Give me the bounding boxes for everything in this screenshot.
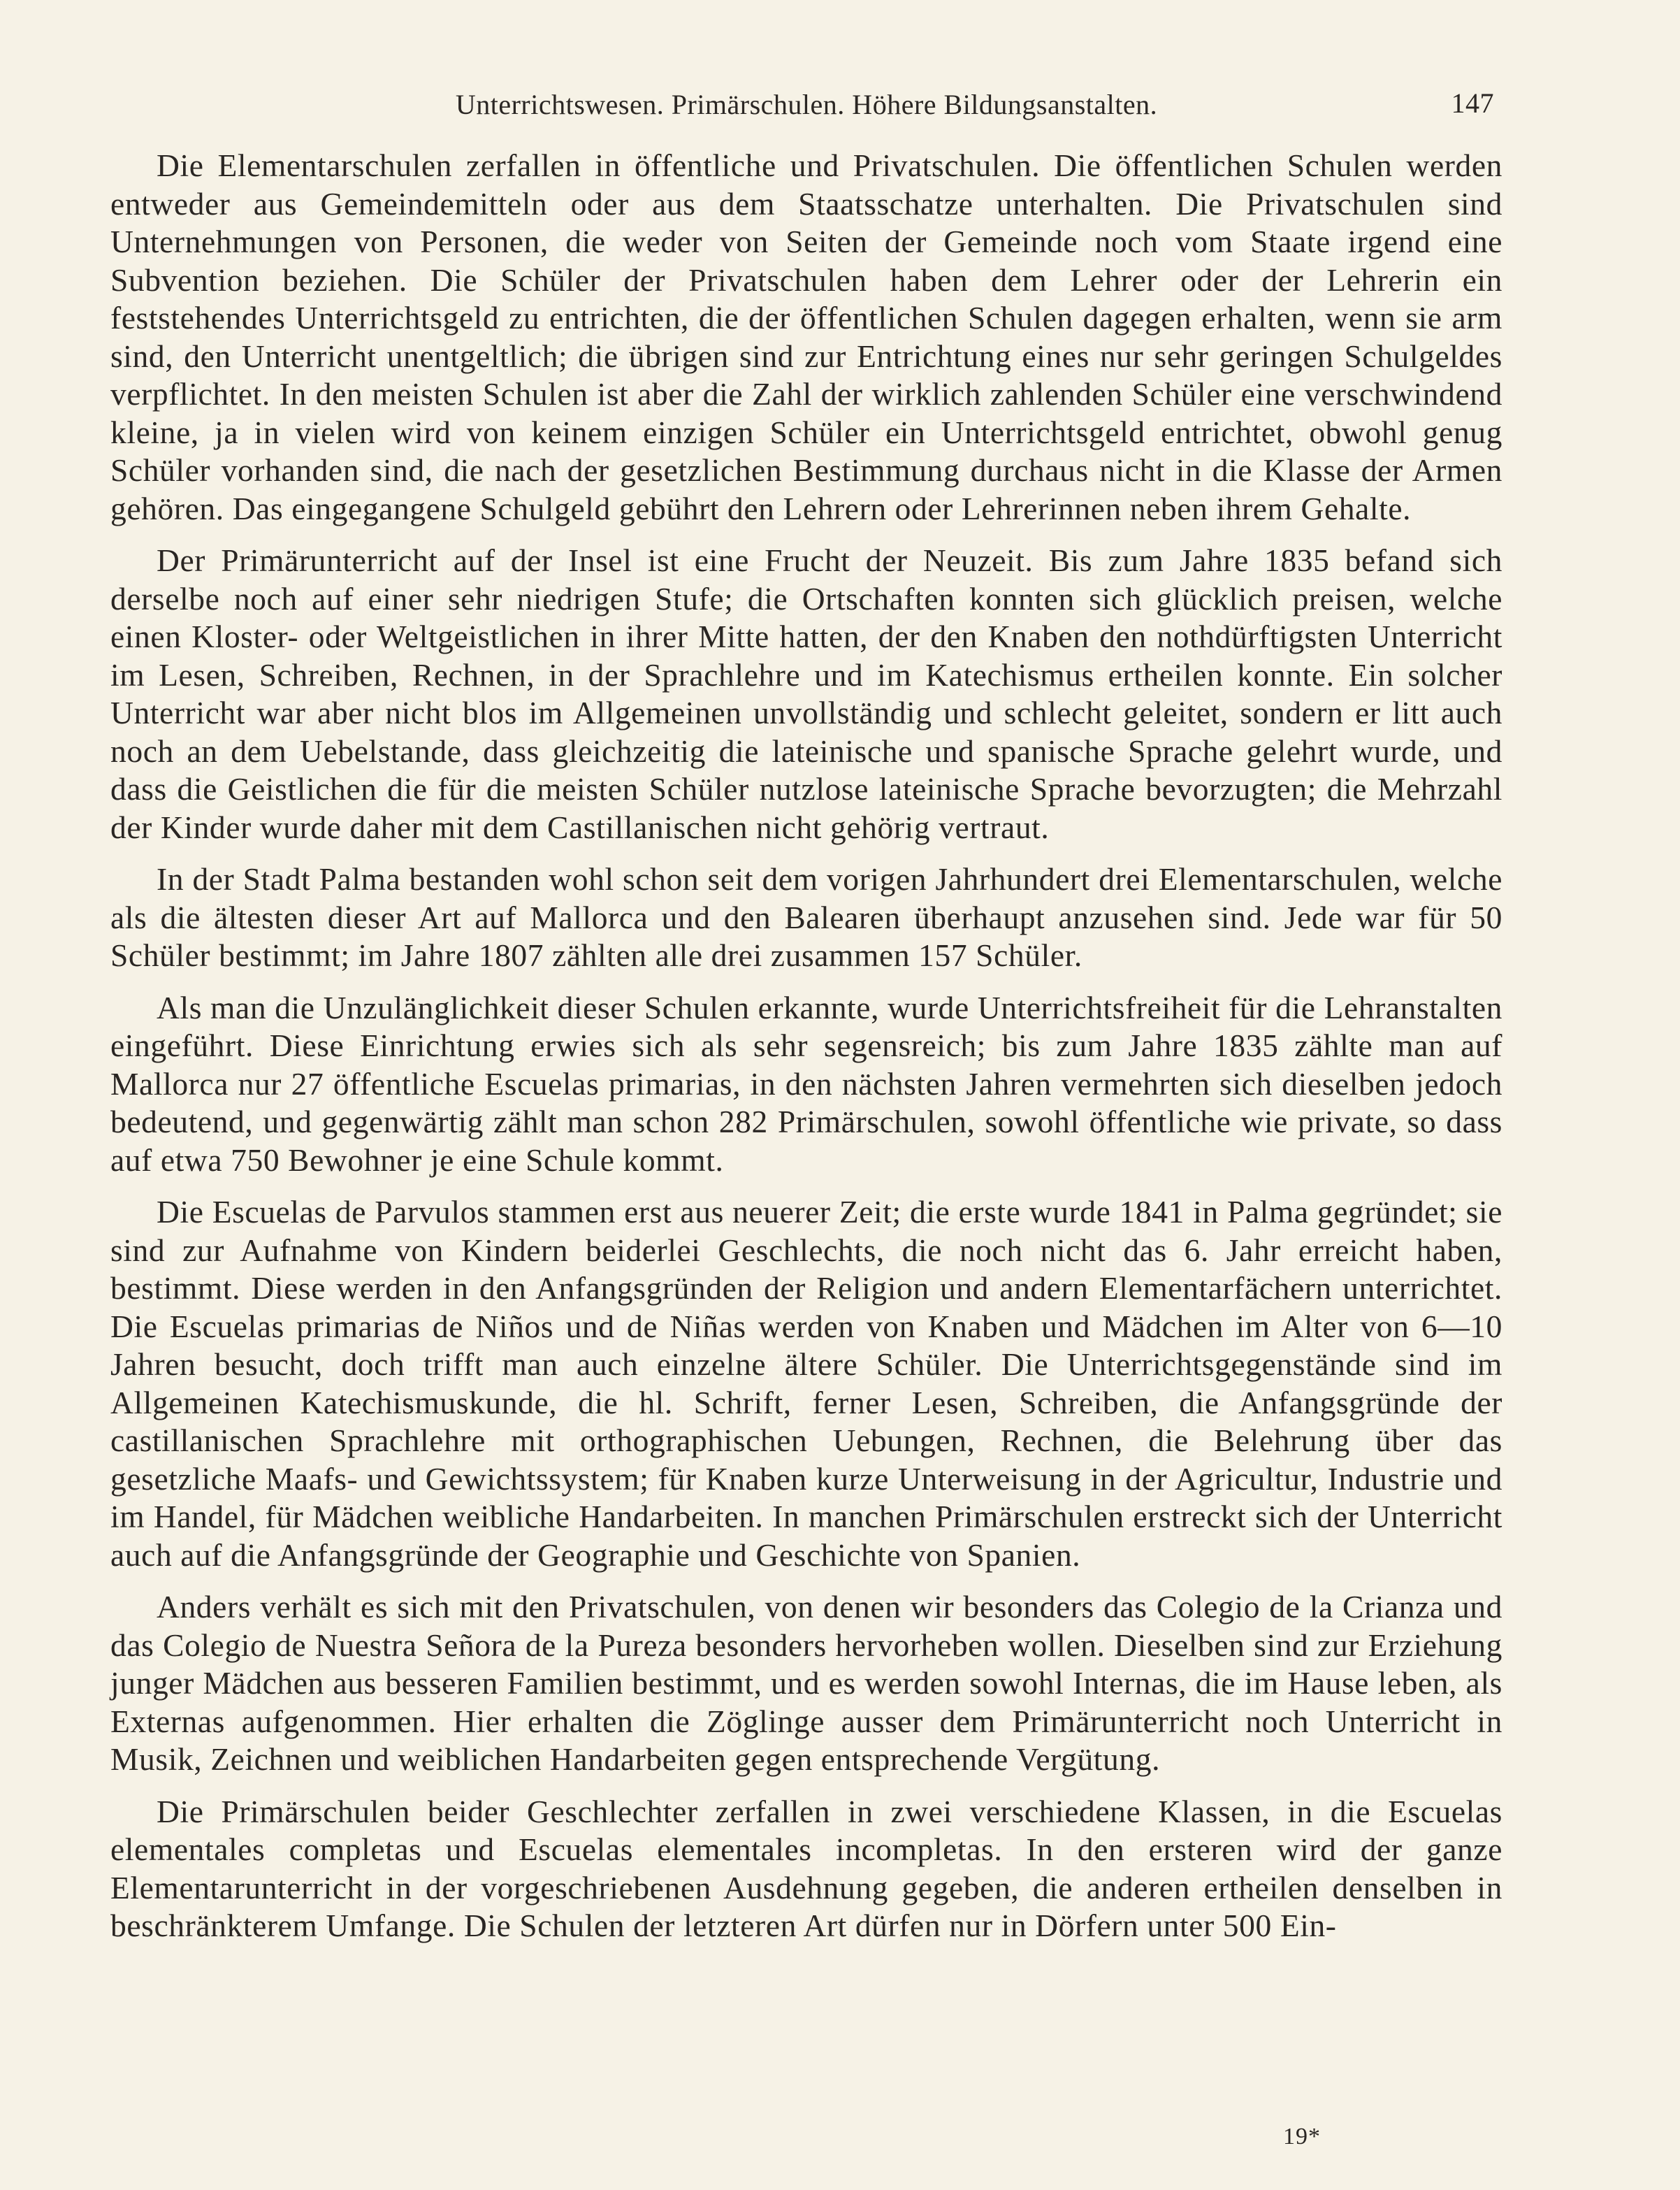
running-header bbox=[110, 84, 1502, 134]
body-text bbox=[110, 147, 1502, 1945]
paragraph: Der Primärunterricht auf der Insel ist eine Frucht der Neuzeit. Bis zum Jahre 1835 befand sich derselbe noch auf einer sehr niedrigen Stufe; die Ortschaften konnten sich glücklich preisen, welche einen Kloster- oder Weltgeistlichen in ihrer Mitte hatten, der den Knaben den nothdürftigsten Unterricht im Lesen, Schreiben, Rechnen, in der Sprachlehre und im Katechismus ertheilen konnte. Ein solcher Unterricht war aber nicht blos im Allgemeinen unvollständig und schlecht geleitet, sondern er litt auch noch an dem Uebelstande, dass gleichzeitig die lateinische und spanische Sprache gelehrt wurde, und dass die Geistlichen die für die meisten Schüler nutzlose lateinische Sprache bevorzugten; die Mehrzahl der Kinder wurde daher mit dem Castillanischen nicht gehörig vertraut. bbox=[110, 542, 1502, 845]
sheet-signature: 19* bbox=[1283, 2124, 1321, 2149]
paragraph: Die Primärschulen beider Geschlechter zerfallen in zwei verschiedene Klassen, in die Escuelas elementales completas und Escuelas elementales incompletas. In den ersteren wird der ganze Elementarunterricht in der vorgeschriebenen Ausdehnung gegeben, die anderen ertheilen denselben in beschränkterem Umfange. Die Schulen der letzteren Art dürfen nur in Dörfern unter 500 Ein- bbox=[110, 1793, 1502, 1943]
paragraph: Die Escuelas de Parvulos stammen erst aus neuerer Zeit; die erste wurde 1841 in Palma gegründet; sie sind zur Aufnahme von Kindern beiderlei Geschlechts, die noch nicht das 6. Jahr erreicht haben, bestimmt. Diese werden in den Anfangsgründen der Religion und andern Elementarfächern unterrichtet. Die Escuelas primarias de Niños und de Niñas werden von Knaben und Mädchen im Alter von 6—10 Jahren besucht, doch trifft man auch einzelne ältere Schüler. Die Unterrichtsgegenstände sind im Allgemeinen Katechismuskunde, die hl. Schrift, ferner Lesen, Schreiben, die Anfangsgründe der castillanischen Sprachlehre mit orthographischen Uebungen, Rechnen, die Belehrung über das gesetzliche Maafs- und Gewichtssystem; für Knaben kurze Unterweisung in der Agricultur, Industrie und im Handel, für Mädchen weibliche Handarbeiten. In manchen Primärschulen erstreckt sich der Unterricht auch auf die Anfangsgründe der Geographie und Geschichte von Spanien. bbox=[110, 1194, 1502, 1573]
paragraph: Anders verhält es sich mit den Privatschulen, von denen wir besonders das Colegio de la Crianza und das Colegio de Nuestra Señora de la Pureza besonders hervorheben wollen. Dieselben sind zur Erziehung junger Mädchen aus besseren Familien bestimmt, und es werden sowohl Internas, die im Hause leben, als Externas aufgenommen. Hier erhalten die Zöglinge ausser dem Primärunterricht noch Unterricht in Musik, Zeichnen und weiblichen Handarbeiten gegen entsprechende Vergütung. bbox=[110, 1589, 1502, 1777]
paragraph: In der Stadt Palma bestanden wohl schon seit dem vorigen Jahrhundert drei Elementarschulen, welche als die ältesten dieser Art auf Mallorca und den Balearen überhaupt anzusehen sind. Jede war für 50 Schüler bestimmt; im Jahre 1807 zählten alle drei zusammen 157 Schüler. bbox=[110, 861, 1502, 973]
running-title: Unterrichtswesen. Primärschulen. Höhere Bildungsanstalten. bbox=[455, 89, 1158, 120]
document-page bbox=[110, 84, 1502, 1959]
paragraph: Die Elementarschulen zerfallen in öffentliche und Privatschulen. Die öffentlichen Schulen werden entweder aus Gemeindemitteln oder aus dem Staatsschatze unterhalten. Die Privatschulen sind Unternehmungen von Personen, die weder von Seiten der Gemeinde noch vom Staate irgend eine Subvention beziehen. Die Schüler der Privatschulen haben dem Lehrer oder der Lehrerin ein feststehendes Unterrichtsgeld zu entrichten, die der öffentlichen Schulen dagegen erhalten, wenn sie arm sind, den Unterricht unentgeltlich; die übrigen sind zur Entrichtung eines nur sehr geringen Schulgeldes verpflichtet. In den meisten Schulen ist aber die Zahl der wirklich zahlenden Schüler eine verschwindend kleine, ja in vielen wird von keinem einzigen Schüler ein Unterrichtsgeld entrichtet, obwohl genug Schüler vorhanden sind, die nach der gesetzlichen Bestimmung durchaus nicht in die Klasse der Armen gehören. Das eingegangene Schulgeld gebührt den Lehrern oder Lehrerinnen neben ihrem Gehalte. bbox=[110, 147, 1502, 526]
paragraph: Als man die Unzulänglichkeit dieser Schulen erkannte, wurde Unterrichtsfreiheit für die Lehranstalten eingeführt. Diese Einrichtung erwies sich als sehr segensreich; bis zum Jahre 1835 zählte man auf Mallorca nur 27 öffentliche Escuelas primarias, in den nächsten Jahren vermehrten sich dieselben jedoch bedeutend, und gegenwärtig zählt man schon 282 Primärschulen, sowohl öffentliche wie private, so dass auf etwa 750 Bewohner je eine Schule kommt. bbox=[110, 989, 1502, 1178]
page-number: 147 bbox=[1451, 87, 1494, 119]
